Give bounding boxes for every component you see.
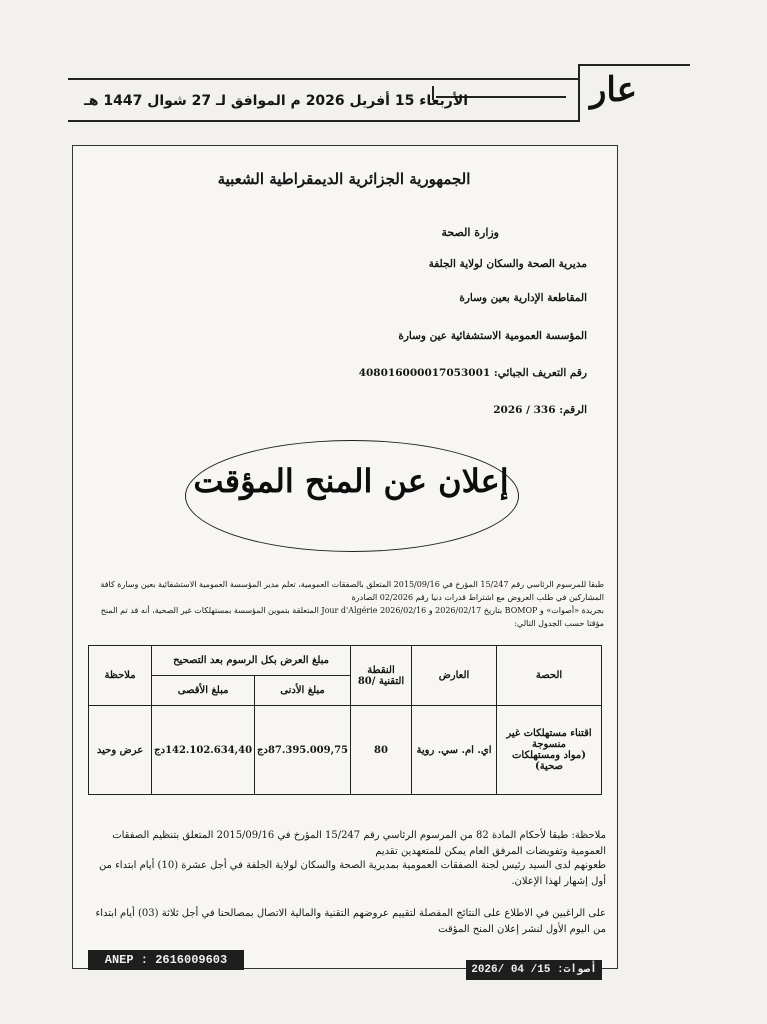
col-bidder: العارض [412, 646, 497, 706]
note-paragraph-3: على الراغبين في الاطلاع على النتائج المفصلة لتقييم عروضهم التقنية والمالية الاتصال بمصالحنا في أجل ثلاثة (03) أيام ابتداء من اليوم الأول لنشر إعلان المنح المؤقت [95, 908, 606, 935]
header-bottom-rule [68, 120, 580, 122]
lot-detail: (مواد ومستهلكات صحية) [512, 750, 586, 772]
col-lot: الحصة [497, 646, 602, 706]
intro-paragraph-1: طبقا للمرسوم الرئاسي رقم 15/247 المؤرخ في 2015/09/16 المتعلق بالصفقات العمومية، تعلم مدير المؤسسة العمومية الاستشفائية بعين وسارة كافة المشاركين في طلب العروض مع اشتراط قدرات دنيا رقم 02/2026 الصادرة [100, 580, 604, 602]
cell-min-amount: 87.395.009,75دج [255, 706, 351, 795]
col-amount-group: مبلغ العرض بكل الرسوم بعد التصحيح [152, 646, 351, 676]
announcement-title: إعلان عن المنح المؤقت [193, 462, 509, 500]
col-max-amount: مبلغ الأقصى [152, 676, 255, 706]
lot-name: اقتناء مستهلكات غير منسوجة [506, 728, 592, 750]
anep-reference: ANEP : 2616009603 [88, 950, 244, 970]
note-paragraph-2: طعونهم لدى السيد رئيس لجنة الصفقات العمومية بمديرية الصحة والسكان لولاية الجلفة في أجل عشرة (10) أيام ابتداء من أول إشهار لهذا الإعلان. [98, 860, 606, 887]
issuer-line-3: المؤسسة العمومية الاستشفائية عين وسارة [398, 330, 587, 342]
col-min-amount: مبلغ الأدنى [255, 676, 351, 706]
intro-paragraph-2: بجريدة «أصوات» و BOMOP بتاريخ 2026/02/17 و Jour d'Algérie 2026/02/16 المتعلقة بتموين المؤسسة بمستهلكات غير الصحية، أنه قد تم المنح مؤقتا حسب الجدول التالي: [100, 606, 604, 628]
cell-lot [497, 706, 602, 795]
cell-score: 80 [351, 706, 412, 795]
cell-remark: عرض وحيد [89, 706, 152, 795]
newspaper-brand: عار [590, 70, 638, 110]
award-table [88, 645, 602, 795]
issuer-line-2: المقاطعة الإدارية بعين وسارة [459, 292, 587, 304]
publication-stamp: أصوات: 15/ 04 /2026 [466, 960, 602, 980]
issuer-line-1: مديرية الصحة والسكان لولاية الجلفة [428, 258, 587, 270]
republic-heading: الجمهورية الجزائرية الديمقراطية الشعبية [217, 170, 471, 188]
issue-date: الأربعاء 15 أفريل 2026 م الموافق لـ 27 شوال 1447 هـ [84, 93, 469, 109]
cell-bidder: اي. ام. سي. روية [412, 706, 497, 795]
note-paragraph-1: ملاحظة: طبقا لأحكام المادة 82 من المرسوم الرئاسي رقم 15/247 المؤرخ في 2015/09/16 المتعلق بتنظيم الصفقات العمومية وتفويضات المرفق العام يمكن للمتعهدين تقديم [112, 830, 606, 857]
reference-number: الرقم: 336 / 2026 [493, 404, 587, 416]
col-score: النقطة التقنية /80 [351, 646, 412, 706]
header-top-rule [68, 78, 580, 80]
table-row [89, 706, 602, 795]
footer-rule [244, 968, 470, 969]
cell-max-amount: 142.102.634,40دج [152, 706, 255, 795]
ministry-line: وزارة الصحة [441, 226, 499, 239]
col-remark: ملاحظة [89, 646, 152, 706]
tax-id-line: رقم التعريف الجبائي: 408016000017053001 [358, 367, 587, 379]
